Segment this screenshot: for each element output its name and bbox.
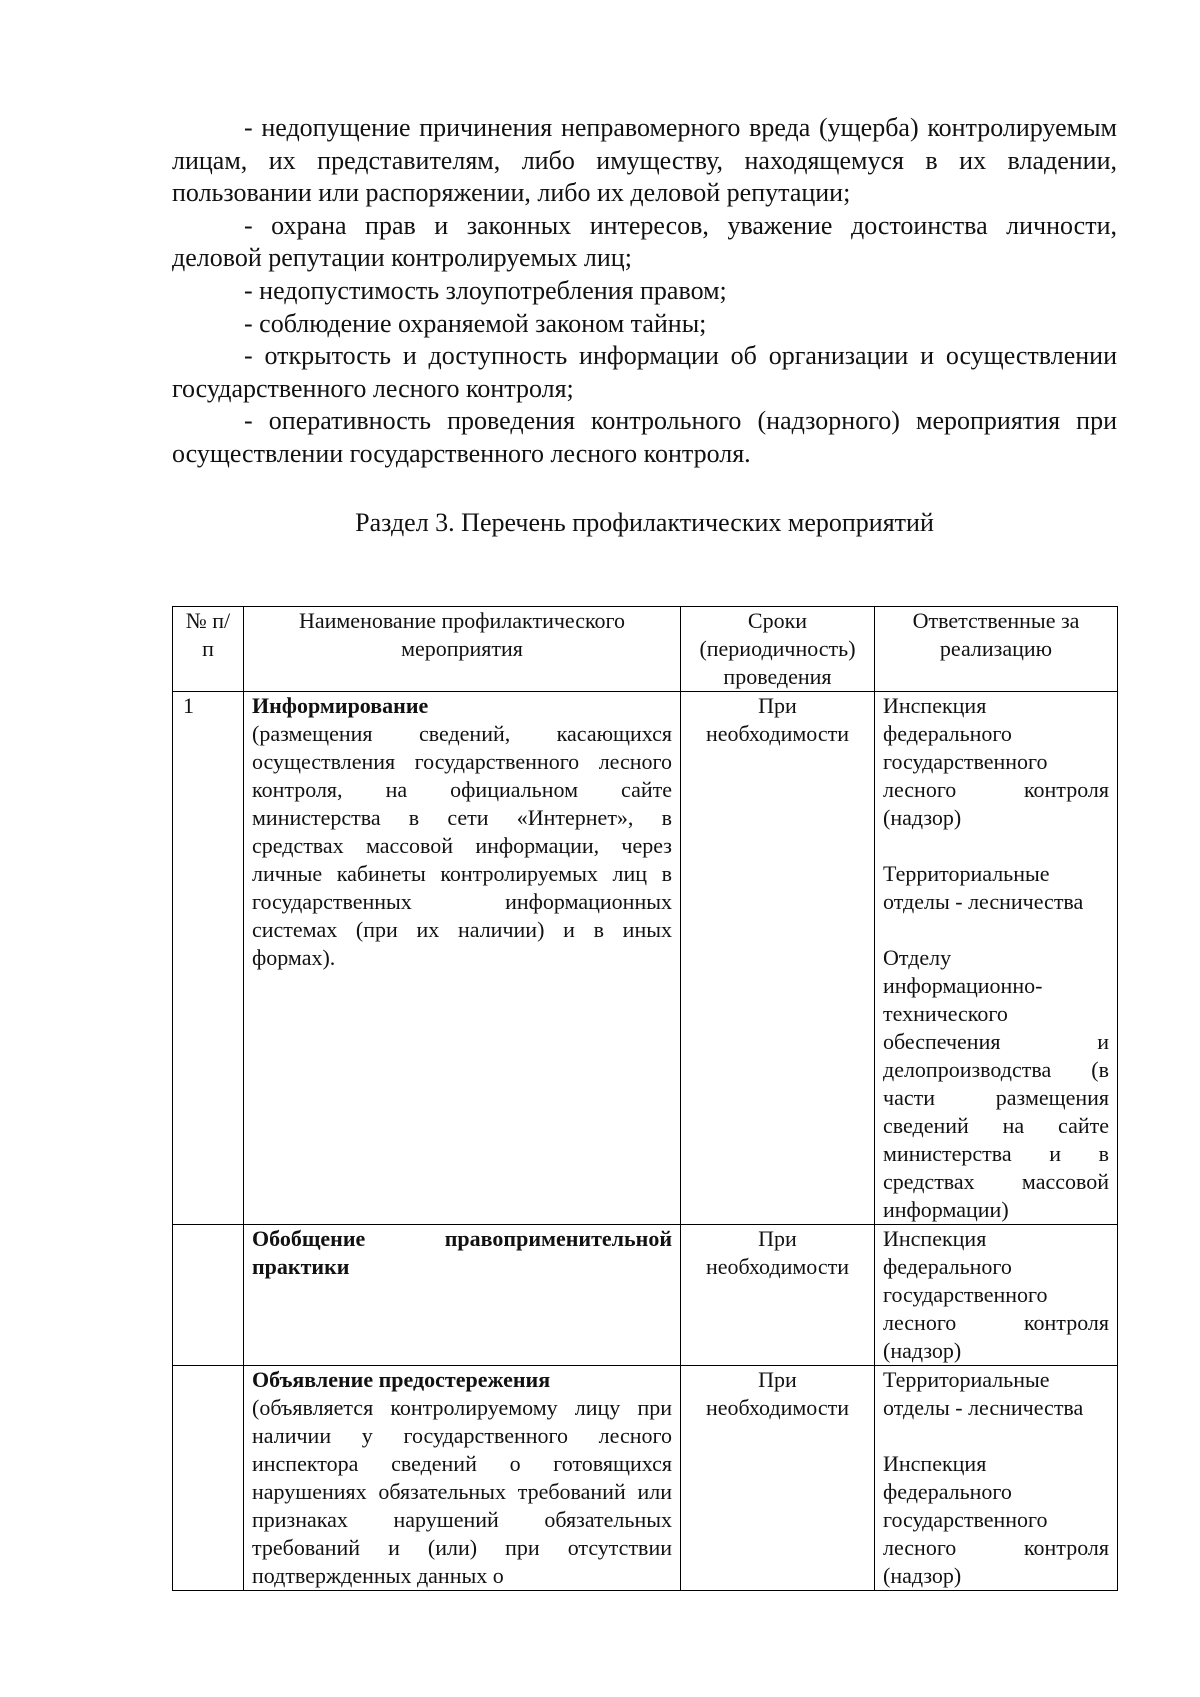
responsible-cell (875, 692, 1118, 1225)
responsible-cell (875, 1225, 1118, 1366)
responsible-entry: Территориальные отделы - лесничества (883, 861, 1084, 914)
document-page (172, 112, 1117, 1588)
row-number: 1 (173, 692, 244, 1225)
table-row (173, 1366, 1118, 1591)
table-row (173, 692, 1118, 1225)
measure-cell (244, 1225, 681, 1366)
measure-title: Информирование (252, 693, 429, 718)
responsible-entry: Инспекция федерального государственного лесного контроля (надзор) (883, 693, 1109, 830)
paragraph: - недопущение причинения неправомерного вреда (ущерба) контролируемым лицам, их представителям, либо имуществу, находящемуся в их владении, пользовании или распоряжении, либо их деловой репутации; (172, 113, 1117, 208)
responsible-entry: Инспекция федерального государственного лесного контроля (надзор) (883, 1451, 1109, 1588)
measure-description: (размещения сведений, касающихся осуществления государственного лесного контроля, на официальном сайте министерства в сети «Интернет», в средствах массовой информации, через личные кабинеты контролируемых лиц в государственных информационных системах (при их наличии) и в иных формах). (252, 721, 672, 970)
header-number: № п/п (173, 607, 244, 692)
responsible-entry: Территориальные отделы - лесничества (883, 1367, 1084, 1420)
responsible-entry: Инспекция федерального государственного лесного контроля (надзор) (883, 1226, 1109, 1363)
paragraph: - открытость и доступность информации об организации и осуществлении государственного лесного контроля; (172, 341, 1117, 403)
section-title: Раздел 3. Перечень профилактических мероприятий (355, 508, 934, 537)
term-cell: При необходимости (681, 692, 875, 1225)
table-row (173, 1225, 1118, 1366)
header-responsible: Ответственные за реализацию (875, 607, 1118, 692)
responsible-cell (875, 1366, 1118, 1591)
responsible-entry: Отделу информационно-технического обеспечения и делопроизводства (в части размещения сведений на сайте министерства и в средствах массовой информации) (883, 945, 1109, 1222)
paragraph: - недопустимость злоупотребления правом; (244, 275, 727, 305)
measures-table (172, 606, 1118, 1591)
header-term: Сроки (периодичность) проведения (681, 607, 875, 692)
term-cell: При необходимости (681, 1366, 875, 1591)
row-number (173, 1366, 244, 1591)
row-number (173, 1225, 244, 1366)
header-name: Наименование профилактического мероприятия (244, 607, 681, 692)
table-header-row (173, 607, 1118, 692)
measure-title: Объявление предостережения (252, 1367, 551, 1392)
measure-cell (244, 1366, 681, 1591)
paragraph: - соблюдение охраняемой законом тайны; (244, 308, 707, 338)
measure-cell (244, 692, 681, 1225)
measure-description: (объявляется контролируемому лицу при наличии у государственного лесного инспектора сведений о готовящихся нарушениях обязательных требований или признаках нарушений обязательных требований и (или) при отсутствии подтвержденных данных о (252, 1395, 672, 1588)
paragraph: - оперативность проведения контрольного (надзорного) мероприятия при осуществлении государственного лесного контроля. (172, 406, 1117, 468)
measure-title: Обобщение правоприменительной практики (252, 1226, 672, 1279)
paragraph: - охрана прав и законных интересов, уважение достоинства личности, деловой репутации контролируемых лиц; (172, 210, 1117, 273)
term-cell: При необходимости (681, 1225, 875, 1366)
